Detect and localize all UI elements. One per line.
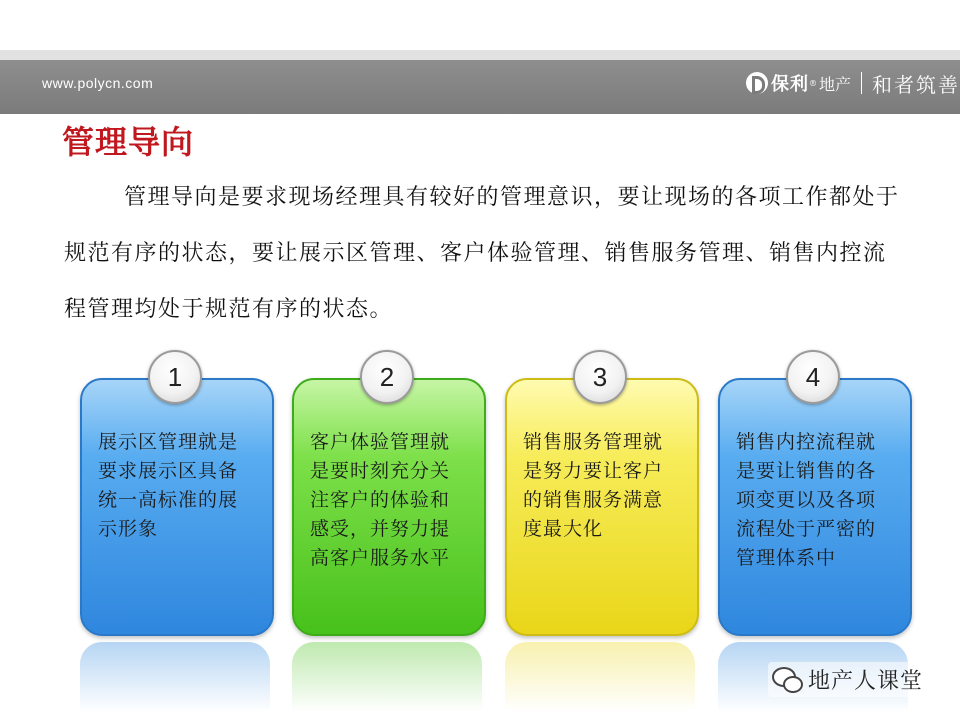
card-2-text: 客户体验管理就是要时刻充分关注客户的体验和感受，并努力提高客户服务水平 (310, 431, 451, 569)
wechat-icon (772, 667, 802, 693)
brand-slogan: 和者筑善 (872, 72, 960, 97)
brand-name: 保利 (770, 74, 809, 95)
brand-logo-group (746, 68, 960, 98)
page-title: 管理导向 (62, 123, 195, 161)
card-1 (80, 378, 274, 636)
card-4-number-badge: 4 (786, 350, 840, 404)
card-3-number-badge: 3 (573, 350, 627, 404)
card-1-reflection (80, 642, 270, 720)
card-2 (292, 378, 486, 636)
site-url[interactable]: www.polycn.com (42, 75, 154, 91)
card-1-number-badge: 1 (148, 350, 202, 404)
card-2-reflection (292, 642, 482, 720)
card-3-reflection (505, 642, 695, 720)
card-3 (505, 378, 699, 636)
card-1-text: 展示区管理就是要求展示区具备统一高标准的展示形象 (98, 431, 239, 540)
header-bar (0, 50, 960, 114)
brand-subtitle: 地产 (818, 74, 851, 94)
card-2-number-badge: 2 (360, 350, 414, 404)
brand-registered-mark: ® (808, 78, 817, 88)
poly-logo-icon (746, 72, 768, 94)
card-3-text: 销售服务管理就是努力要让客户的销售服务满意度最大化 (523, 431, 664, 540)
brand-divider (861, 72, 862, 94)
card-4 (718, 378, 912, 636)
watermark-text: 地产人课堂 (808, 669, 924, 694)
wechat-watermark (768, 662, 927, 697)
intro-paragraph: 管理导向是要求现场经理具有较好的管理意识，要让现场的各项工作都处于规范有序的状态，要让展示区管理、客户体验管理、销售服务管理、销售内控流程管理均处于规范有序的状态。 (64, 185, 900, 322)
card-4-text: 销售内控流程就是要让销售的各项变更以及各项流程处于严密的管理体系中 (736, 431, 877, 569)
